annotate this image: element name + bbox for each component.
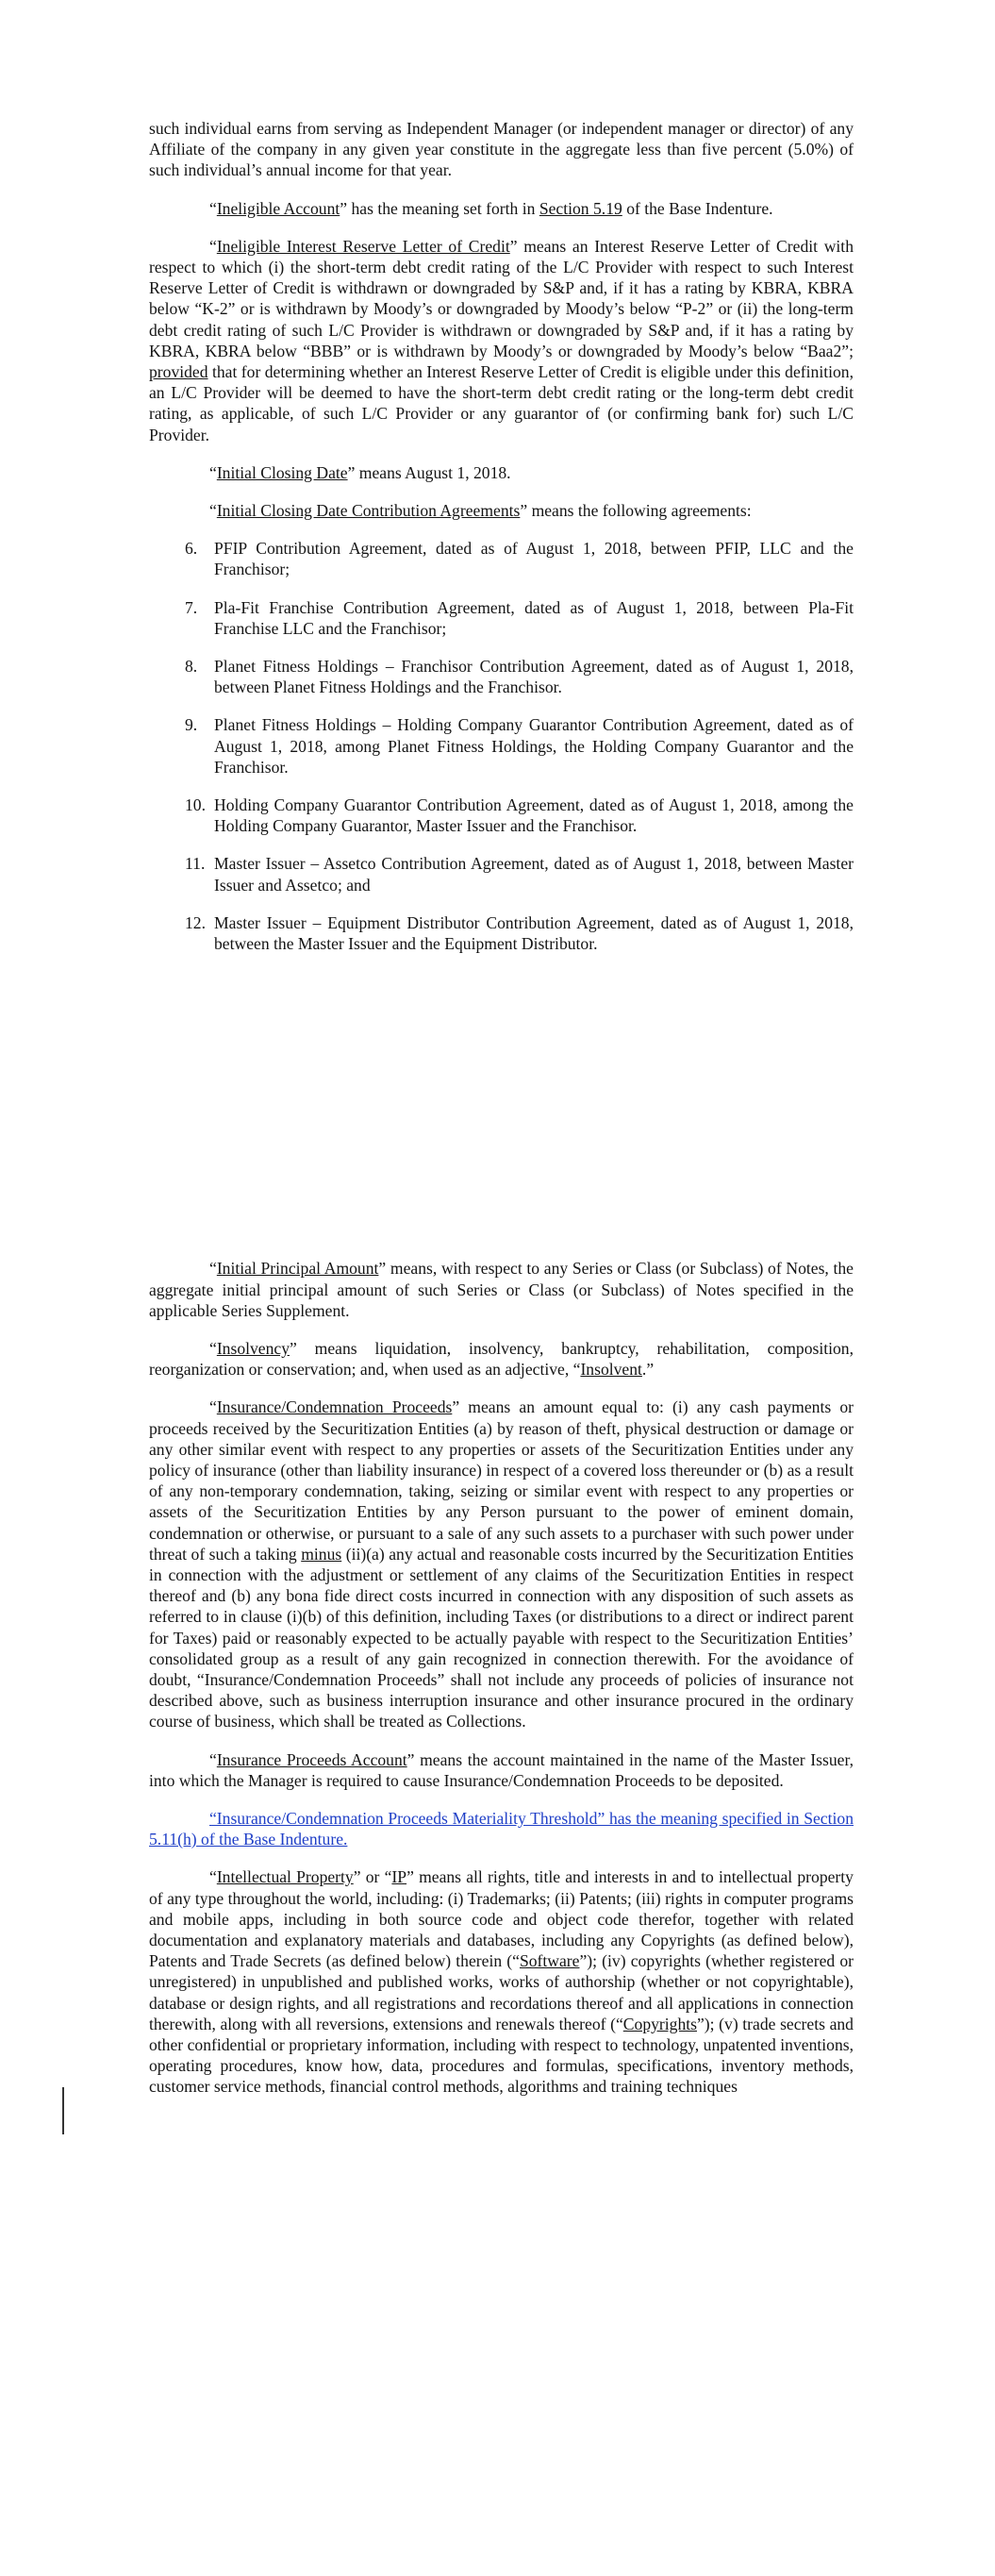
- definition-intellectual-property: “Intellectual Property” or “IP” means all rights, title and interests in and to intellectual property of any type throughout the world, including: (i) Trademarks; (ii) Patents; (iii) rights in computer programs and mobile apps, including in both source code and object code therefor, together with related documentation and explanatory materials and databases, including any Copyrights (as defined below), Patents and Trade Secrets (as defined below) therein (“Software”); (iv) copyrights (whether registered or unregistered) in unpublished and published works, works of authorship (whether or not copyrightable), database or design rights, and all registrations and recordations thereof and all applications in connection therewith, along with all reversions, extensions and renewals thereof (“Copyrights”); (v) trade secrets and other confidential or proprietary information, including with respect to technology, unpatented inventions, operating procedures, know how, data, procedures and formulas, specifications, inventory methods, customer service methods, financial control methods, algorithms and training techniques: [149, 1867, 854, 2097]
- defined-term: Insolvent: [580, 1360, 642, 1380]
- page-break-gap: [149, 971, 854, 1258]
- definition-materiality-threshold-inserted: [149, 1808, 854, 1849]
- definition-ineligible-interest-reserve: “Ineligible Interest Reserve Letter of Credit” means an Interest Reserve Letter of Credit with respect to which (i) the short-term debt credit rating of the L/C Provider with respect to such Interest Reserve Letter of Credit is withdrawn or downgraded by S&P and, if it has a rating by KBRA, KBRA below “K-2” or is withdrawn by Moody’s or downgraded by Moody’s below “P-2” or (ii) the long-term debt credit rating of such L/C Provider is withdrawn or downgraded by S&P and, if it has a rating by KBRA, KBRA below “BBB” or is withdrawn by Moody’s or downgraded by Moody’s below “Baa2”; provided that for determining whether an Interest Reserve Letter of Credit is eligible under this definition, an L/C Provider will be deemed to have the short-term debt credit rating or the long-term debt credit rating, as applicable, of such L/C Provider or any guarantor of (or confirming bank for) such L/C Provider.: [149, 236, 854, 444]
- list-item: 12. Master Issuer – Equipment Distributor Contribution Agreement, dated as of August 1, 2018, between the Master Issuer and the Equipment Distributor.: [185, 912, 854, 954]
- inserted-text: “Insurance/Condemnation Proceeds Materiality Threshold” has the meaning specified in Section 5.11(h) of the Base Indenture.: [149, 1808, 854, 1849]
- defined-term: IP: [391, 1867, 407, 1887]
- document-page: [149, 118, 854, 2115]
- definition-initial-closing-date: “Initial Closing Date” means August 1, 2018.: [209, 462, 511, 482]
- defined-term: Ineligible Account: [216, 198, 340, 218]
- defined-term: Copyrights: [622, 2014, 697, 2033]
- section-reference: Section 5.19: [539, 198, 622, 218]
- definition-insolvency: “Insolvency” means liquidation, insolvency, bankruptcy, rehabilitation, composition, reorganization or conservation; and, when used as an adjective, “Insolvent.”: [149, 1338, 854, 1380]
- defined-term: Initial Closing Date: [216, 462, 348, 482]
- defined-term: Insolvency: [216, 1338, 290, 1358]
- list-item: 11. Master Issuer – Assetco Contribution Agreement, dated as of August 1, 2018, between Master Issuer and Assetco; and: [185, 854, 854, 895]
- agreements-list: [149, 538, 854, 954]
- list-item: 7. Pla-Fit Franchise Contribution Agreement, dated as of August 1, 2018, between Pla-Fit Franchise LLC and the Franchisor;: [185, 597, 854, 638]
- definition-ineligible-account: “Ineligible Account” has the meaning set forth in Section 5.19 of the Base Indenture.: [209, 198, 773, 218]
- minus-term: minus: [301, 1544, 342, 1564]
- defined-term: Initial Principal Amount: [216, 1259, 379, 1279]
- definition-initial-principal-amount: “Initial Principal Amount” means, with respect to any Series or Class (or Subclass) of Notes, the aggregate initial principal amount of such Series or Class (or Subclass) of Notes specified in the applicable Series Supplement.: [149, 1259, 854, 1320]
- defined-term: Intellectual Property: [216, 1867, 354, 1887]
- definition-insurance-condemnation-proceeds: “Insurance/Condemnation Proceeds” means an amount equal to: (i) any cash payments or proceeds received by the Securitization Entities (a) by reason of theft, physical destruction or damage or any other similar event with respect to any properties or assets of the Securitization Entities under any policy of insurance (other than liability insurance) in respect of a covered loss thereunder or (b) as a result of any non-temporary condemnation, taking, seizing or similar event with respect to any properties or assets of the Securitization Entities by any Person pursuant to the power of eminent domain, condemnation or otherwise, or pursuant to a sale of any such assets to a purchaser with such power under threat of such a taking minus (ii)(a) any actual and reasonable costs incurred by the Securitization Entities in connection with the adjustment or settlement of any claims of the Securitization Entities in respect thereof and (b) any bona fide direct costs incurred in connection with any disposition of such assets as referred to in clause (i)(b) of this definition, including Taxes (or distributions to a direct or indirect parent for Taxes) paid or reasonably expected to be actually payable with respect to the Securitization Entities’ consolidated group as a result of any gain recognized in connection therewith. For the avoidance of doubt, “Insurance/Condemnation Proceeds” shall not include any proceeds of policies of insurance not described above, such as business interruption insurance and other insurance procured in the ordinary course of business, which shall be treated as Collections.: [149, 1397, 854, 1731]
- definition-insurance-proceeds-account: “Insurance Proceeds Account” means the account maintained in the name of the Master Issuer, into which the Manager is required to cause Insurance/Condemnation Proceeds to be deposited.: [149, 1749, 854, 1790]
- list-item: 8. Planet Fitness Holdings – Franchisor Contribution Agreement, dated as of August 1, 2018, between Planet Fitness Holdings and the Franchisor.: [185, 657, 854, 697]
- list-item: 6. PFIP Contribution Agreement, dated as of August 1, 2018, between PFIP, LLC and the Franchisor;: [185, 539, 854, 579]
- definition-initial-closing-agreements: “Initial Closing Date Contribution Agreements” means the following agreements:: [209, 501, 752, 521]
- defined-term: Software: [519, 1951, 580, 1971]
- defined-term: Insurance/Condemnation Proceeds: [216, 1397, 453, 1417]
- continuation-paragraph: such individual earns from serving as Independent Manager (or independent manager or director) of any Affiliate of the company in any given year constitute in the aggregate less than five percent (5.0%) of such individual’s annual income for that year.: [149, 119, 854, 180]
- provided-term: provided: [149, 362, 208, 382]
- change-bar: [62, 2087, 64, 2134]
- defined-term: Initial Closing Date Contribution Agreements: [216, 501, 521, 521]
- defined-term: Ineligible Interest Reserve Letter of Credit: [216, 236, 510, 256]
- list-item: 10. Holding Company Guarantor Contribution Agreement, dated as of August 1, 2018, among the Holding Company Guarantor, Master Issuer and the Franchisor.: [185, 795, 854, 836]
- list-item: 9. Planet Fitness Holdings – Holding Company Guarantor Contribution Agreement, dated as of August 1, 2018, among Planet Fitness Holdings, the Holding Company Guarantor and the Franchisor.: [185, 715, 854, 777]
- defined-term: Insurance Proceeds Account: [216, 1749, 407, 1769]
